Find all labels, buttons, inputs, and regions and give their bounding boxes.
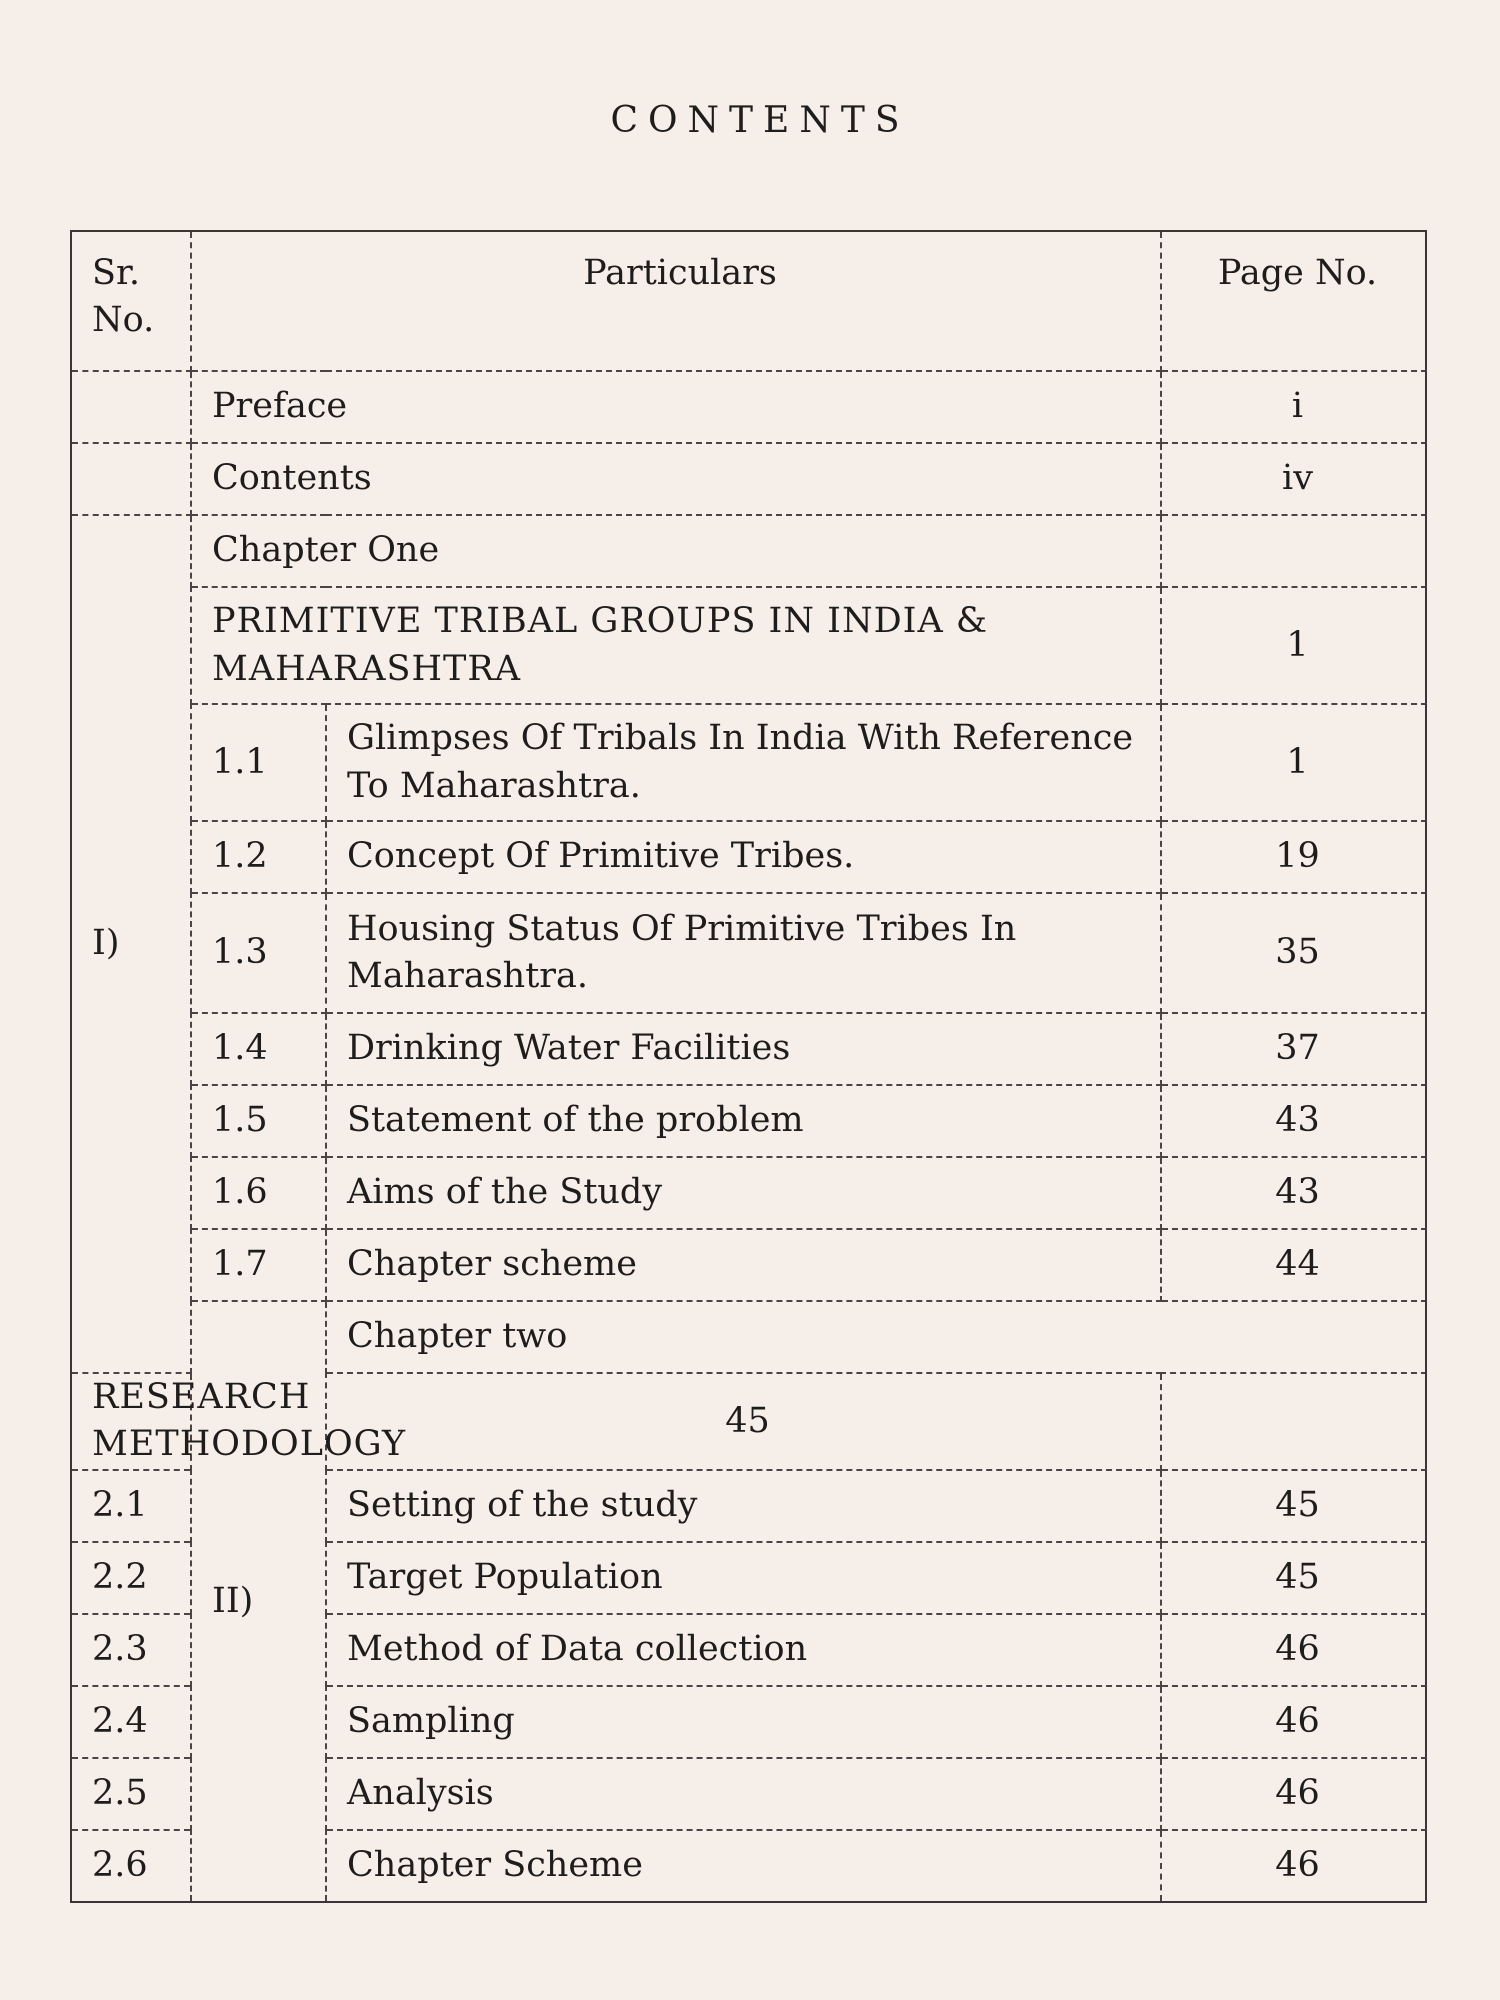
section-number: 1.1 [191,704,326,821]
page-number: 46 [1161,1830,1426,1902]
section-title: Housing Status Of Primitive Tribes In Maharashtra. [326,893,1161,1013]
section-number: 2.5 [71,1758,191,1830]
page-number: iv [1161,443,1426,515]
chapter-label-row [71,515,1426,587]
toc-row-contents [71,443,1426,515]
section-number: 1.7 [191,1229,326,1301]
section-number: 2.3 [71,1614,191,1686]
page-number: 19 [1161,821,1426,893]
page-number: 1 [1161,704,1426,821]
chapter-number: II) [191,1301,326,1902]
section-title: Sampling [326,1686,1161,1758]
section-number: 2.1 [71,1470,191,1542]
section-title: Analysis [326,1758,1161,1830]
contents-table [70,230,1427,1903]
section-number: 2.2 [71,1542,191,1614]
table-header-row [71,231,1426,371]
particulars-header: Particulars [191,231,1161,371]
section-title: Method of Data collection [326,1614,1161,1686]
page-number: 43 [1161,1085,1426,1157]
section-title: Target Population [326,1542,1161,1614]
section-title: Setting of the study [326,1470,1161,1542]
section-row [71,1229,1426,1301]
section-row [71,1085,1426,1157]
chapter-title: RESEARCH METHODOLOGY [71,1373,326,1470]
chapter-title-row [71,1373,1426,1470]
page-title: CONTENTS [610,100,910,141]
front-matter-label: Preface [191,371,1161,443]
toc-row-preface [71,371,1426,443]
page-number: 46 [1161,1758,1426,1830]
chapter-number: I) [71,515,191,1373]
page-no-header: Page No. [1161,231,1426,371]
section-number: 1.6 [191,1157,326,1229]
section-title: Chapter Scheme [326,1830,1161,1902]
section-row [71,704,1426,821]
section-number: 1.5 [191,1085,326,1157]
page-number: 35 [1161,893,1426,1013]
section-title: Statement of the problem [326,1085,1161,1157]
section-title: Concept Of Primitive Tribes. [326,821,1161,893]
section-number: 1.2 [191,821,326,893]
page-number: 45 [326,1373,1161,1470]
chapter-title: PRIMITIVE TRIBAL GROUPS IN INDIA & MAHARASHTRA [191,587,1161,704]
page-number: i [1161,371,1426,443]
section-row [71,1013,1426,1085]
section-row [71,821,1426,893]
section-title: Glimpses Of Tribals In India With Reference To Maharashtra. [326,704,1161,821]
section-row [71,1157,1426,1229]
chapter-title-row [71,587,1426,704]
page-number: 45 [1161,1542,1426,1614]
section-number: 2.6 [71,1830,191,1902]
section-row [71,893,1426,1013]
front-matter-label: Contents [191,443,1161,515]
section-title: Drinking Water Facilities [326,1013,1161,1085]
section-number: 1.3 [191,893,326,1013]
page-number: 37 [1161,1013,1426,1085]
section-number: 1.4 [191,1013,326,1085]
section-title: Aims of the Study [326,1157,1161,1229]
chapter-label-row [71,1301,1426,1373]
section-number: 2.4 [71,1686,191,1758]
page-number: 46 [1161,1686,1426,1758]
section-title: Chapter scheme [326,1229,1161,1301]
page-number: 44 [1161,1229,1426,1301]
chapter-label: Chapter two [326,1301,1426,1373]
page-number: 45 [1161,1470,1426,1542]
page-number: 46 [1161,1614,1426,1686]
page-number: 43 [1161,1157,1426,1229]
page-number: 1 [1161,587,1426,704]
sr-no-header: Sr. No. [71,231,191,371]
chapter-label: Chapter One [191,515,1161,587]
